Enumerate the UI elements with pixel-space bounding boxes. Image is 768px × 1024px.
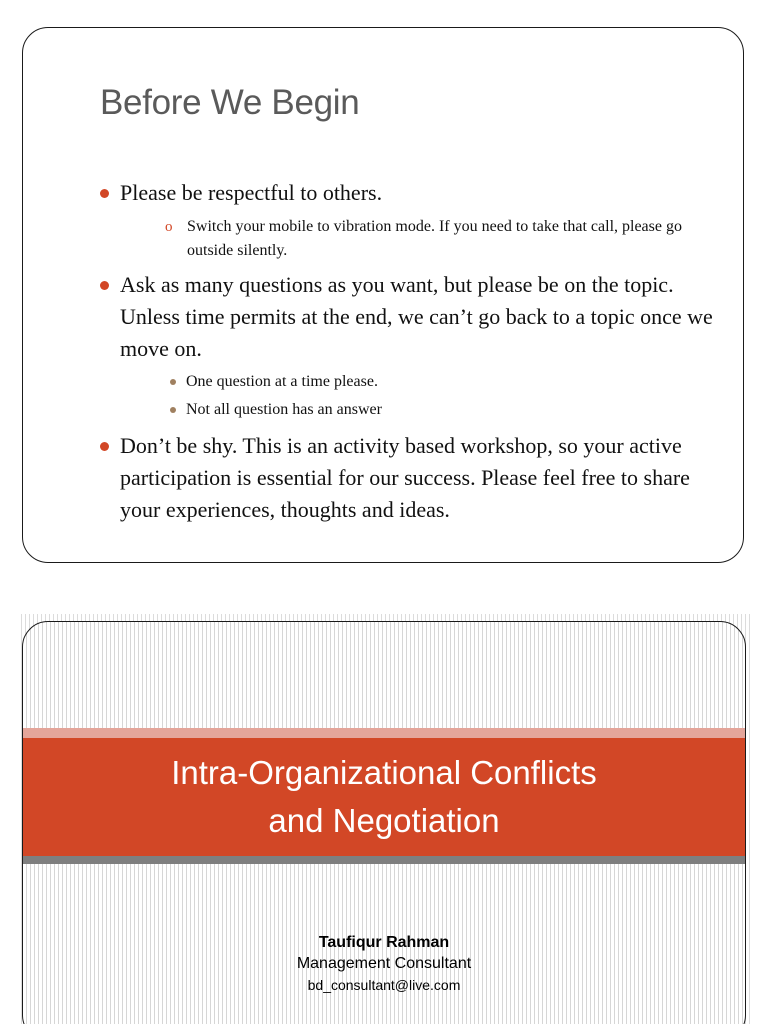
sub-bullet-text: One question at a time please.	[186, 373, 378, 390]
bullet-dot-icon	[100, 442, 109, 451]
bullet-text: Please be respectful to others.	[120, 180, 383, 205]
bullet-dot-icon	[100, 281, 109, 290]
presenter-role: Management Consultant	[296, 955, 472, 972]
sub-bullet-list	[120, 368, 719, 424]
sub-bullet-item	[165, 215, 719, 263]
small-dot-bullet-icon	[170, 407, 176, 413]
small-dot-bullet-icon	[170, 379, 176, 385]
presenter-email: bd_consultant@live.com	[307, 977, 461, 993]
sub-bullet-text: Switch your mobile to vibration mode. If you need to take that call, please go outside silently.	[187, 218, 682, 259]
title-band-top-accent	[23, 728, 745, 738]
sub-bullet-text: Not all question has an answer	[186, 401, 382, 418]
bullet-item	[99, 269, 719, 424]
bullet-item	[99, 177, 719, 263]
bullet-text: Ask as many questions as you want, but please be on the topic. Unless time permits at the end, we can’t go back to a topic once we move on.	[120, 272, 713, 361]
title-line-2: and Negotiation	[268, 802, 500, 839]
presentation-title	[23, 749, 745, 845]
bullet-dot-icon	[100, 189, 109, 198]
bullet-text: Don’t be shy. This is an activity based workshop, so your active participation is essential for our success. Please feel free to share your experiences, thoughts and ideas.	[120, 433, 690, 522]
bullet-item	[99, 430, 719, 526]
slide-title: Before We Begin	[100, 83, 360, 122]
slide-title-page	[22, 621, 746, 1024]
sub-bullet-item	[170, 368, 719, 396]
circle-bullet-icon: o	[165, 219, 173, 235]
slide-before-we-begin	[22, 27, 744, 563]
presenter-info	[23, 932, 745, 995]
bullet-list	[99, 177, 719, 526]
title-line-1: Intra-Organizational Conflicts	[171, 754, 597, 791]
sub-bullet-list	[120, 215, 719, 263]
presenter-name: Taufiqur Rahman	[318, 934, 450, 951]
sub-bullet-item	[170, 396, 719, 424]
title-band-bottom-accent	[23, 856, 745, 864]
